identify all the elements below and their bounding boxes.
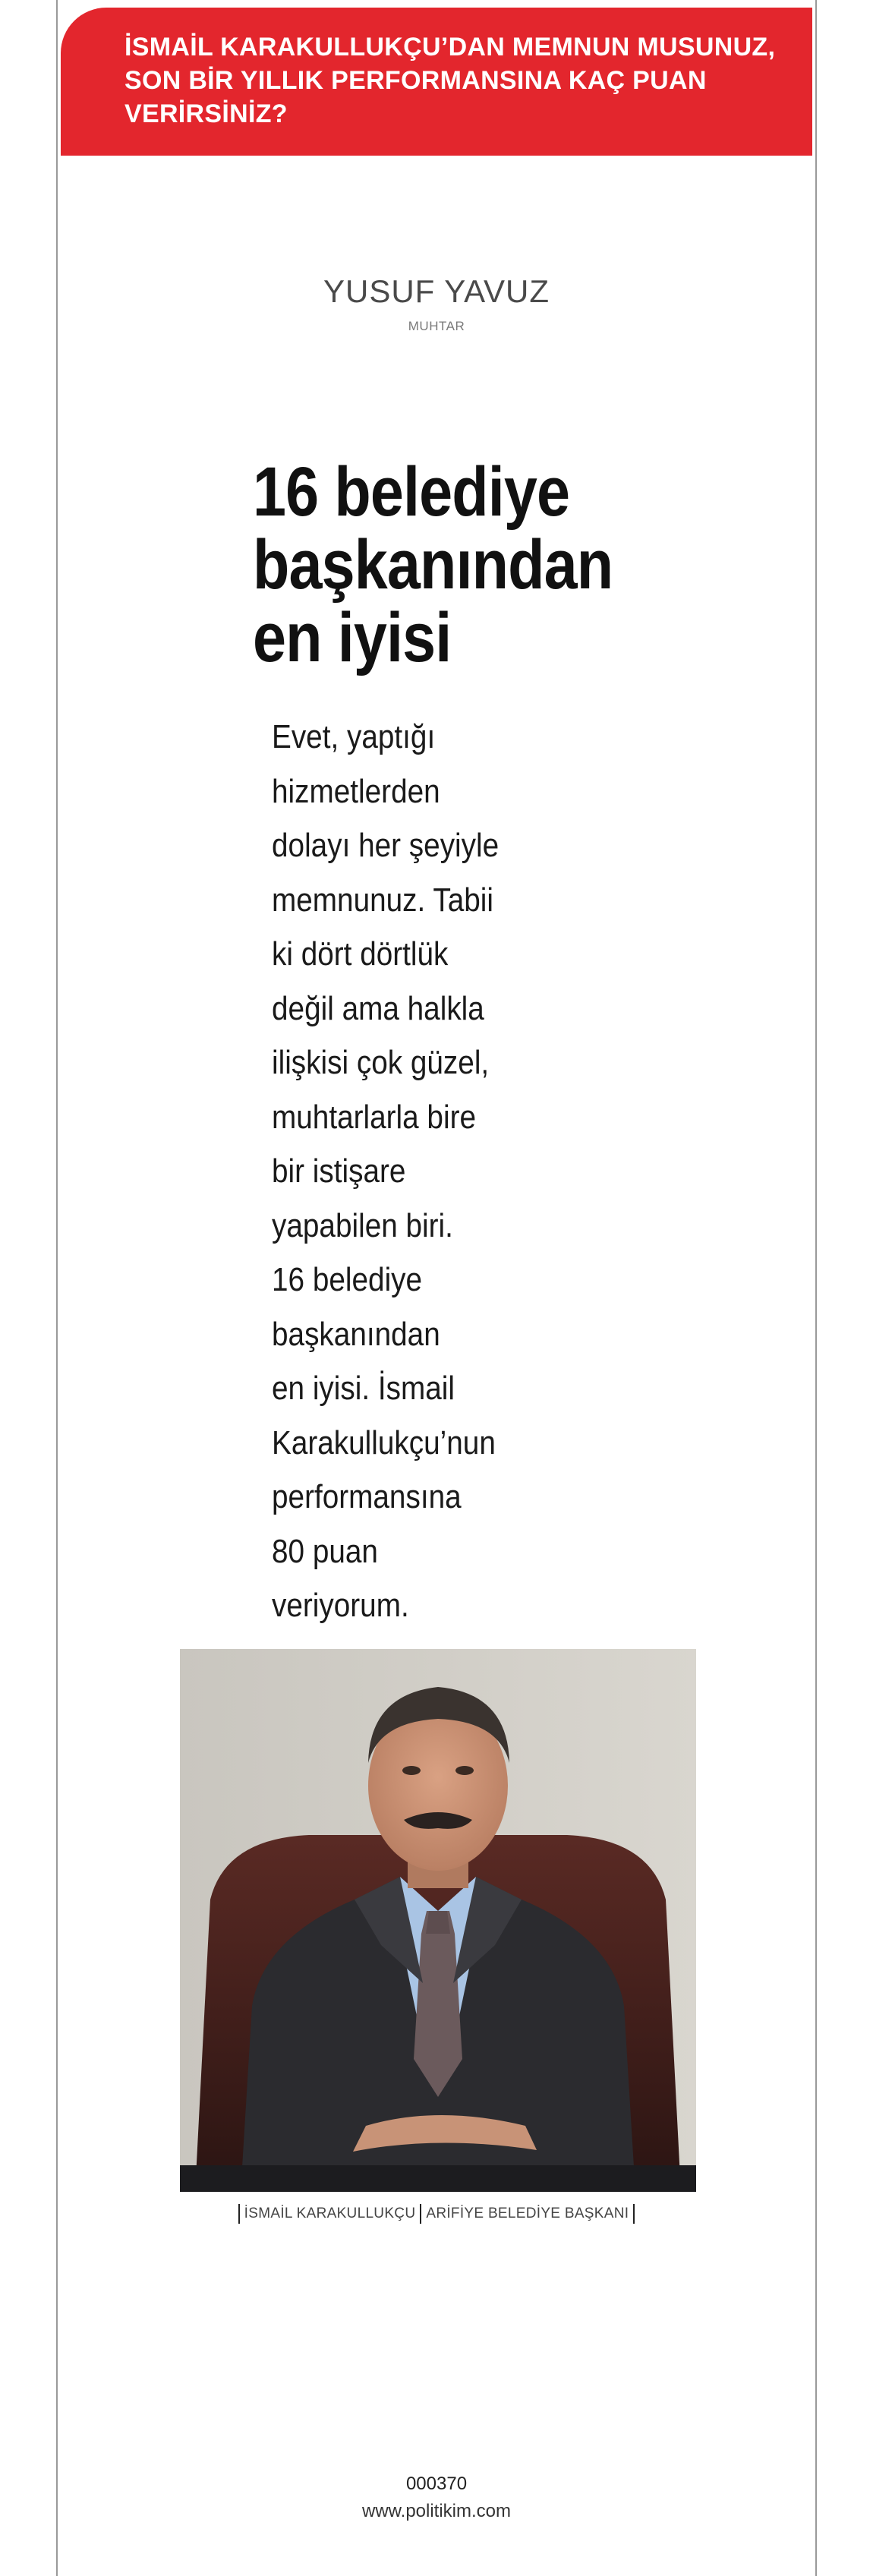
answer-line: en iyisi. İsmail	[272, 1370, 455, 1407]
answer-line: değil ama halkla	[272, 989, 484, 1027]
answer-line: Karakullukçu’nun	[272, 1424, 496, 1461]
caption-title: ARİFİYE BELEDİYE BAŞKANI	[426, 2206, 629, 2222]
answer-line: performansına	[272, 1478, 462, 1515]
answer-line: 16 belediye	[272, 1261, 423, 1298]
answer-line: hizmetlerden	[272, 772, 440, 810]
caption-divider	[238, 2204, 240, 2224]
headline	[253, 453, 645, 676]
site-url: www.politikim.com	[361, 2501, 512, 2521]
answer-line: ki dört dörtlük	[272, 935, 449, 973]
headline-line: en iyisi	[253, 599, 452, 676]
portrait-photo	[180, 1649, 696, 2192]
question-text	[124, 30, 782, 131]
headline-line: 16 belediye	[253, 453, 570, 531]
respondent-role: MUHTAR	[408, 319, 465, 333]
headline-line: başkanından	[253, 526, 613, 604]
answer-line: 80 puan	[272, 1532, 378, 1570]
question-line: SON BİR YILLIK PERFORMANSINA KAÇ PUAN	[124, 66, 707, 95]
page-number: 000370	[405, 2474, 468, 2494]
question-line: İSMAİL KARAKULLUKÇU’DAN MEMNUN MUSUNUZ,	[124, 33, 776, 61]
answer-line: dolayı her şeyiyle	[272, 827, 500, 864]
answer-line: ilişkisi çok güzel,	[272, 1044, 490, 1081]
answer-line: başkanından	[272, 1315, 440, 1353]
caption-name: İSMAİL KARAKULLUKÇU	[244, 2206, 416, 2222]
portrait-illustration	[180, 1649, 696, 2192]
answer-line: Evet, yaptığı	[272, 718, 436, 755]
page-border-right	[815, 0, 817, 2576]
page-border-left	[56, 0, 58, 2576]
question-line: VERİRSİNİZ?	[124, 99, 288, 128]
question-banner	[61, 8, 812, 156]
answer-line: yapabilen biri.	[272, 1206, 453, 1244]
answer-line: muhtarlarla bire	[272, 1098, 477, 1136]
answer-line: bir istişare	[272, 1152, 406, 1190]
answer-line: veriyorum.	[272, 1587, 409, 1624]
caption-divider	[633, 2204, 635, 2224]
respondent-name: YUSUF YAVUZ	[323, 273, 550, 309]
answer-line: memnunuz. Tabii	[272, 881, 493, 919]
answer-text	[272, 710, 525, 1633]
photo-caption	[0, 2204, 873, 2224]
caption-divider	[420, 2204, 421, 2224]
